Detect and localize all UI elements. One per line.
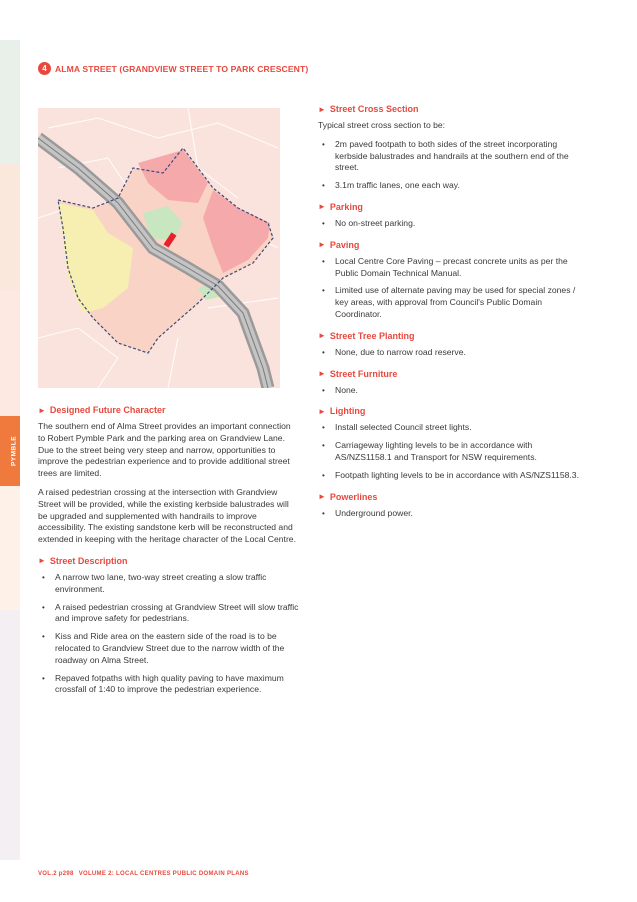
tree-planting-list (318, 347, 583, 359)
play-arrow-icon: ► (38, 405, 46, 415)
lighting-heading: ► Lighting (318, 406, 366, 417)
tree-planting-heading: ► Street Tree Planting (318, 330, 415, 341)
list-item: • None, due to narrow road reserve. (318, 347, 583, 359)
cross-section-intro: Typical street cross section to be: (318, 120, 446, 130)
side-tab-6[interactable] (0, 610, 20, 860)
tree-planting-section (318, 331, 583, 359)
street-furniture-heading: ► Street Furniture (318, 368, 398, 379)
paragraph: The southern end of Alma Street provides an important connection to Robert Pymble Park and the parking area on Grandview Lane. Due to the street being very steep and narrow, opportunities to improve the pedestrian experience and to provide additional street trees are limited. (38, 421, 291, 479)
side-tab-2[interactable] (0, 164, 20, 290)
play-arrow-icon: ► (318, 202, 326, 212)
play-arrow-icon: ► (318, 331, 326, 341)
play-arrow-icon: ► (38, 556, 46, 566)
page-header (38, 62, 308, 75)
side-tab-1[interactable] (0, 40, 20, 164)
map-graphic (38, 108, 280, 388)
location-map (38, 108, 280, 388)
side-tab-3[interactable] (0, 290, 20, 416)
parking-list (318, 218, 583, 230)
list-item: • A narrow two lane, two-way street creating a slow traffic environment. (38, 572, 300, 596)
play-arrow-icon: ► (318, 240, 326, 250)
right-column (318, 104, 583, 529)
volume-title: VOLUME 2: LOCAL CENTRES PUBLIC DOMAIN PLANS (78, 871, 249, 877)
cross-section-heading: ► Street Cross Section (318, 104, 419, 114)
side-navigation-tabs (0, 40, 20, 860)
list-item: • Install selected Council street lights. (318, 422, 583, 434)
designed-future-character-section (38, 405, 300, 546)
play-arrow-icon: ► (318, 369, 326, 379)
play-arrow-icon: ► (318, 406, 326, 416)
paving-section (318, 240, 583, 321)
designed-future-character-heading: ► Designed Future Character (38, 405, 166, 415)
side-tab-label: PYMBLE (10, 435, 18, 467)
street-description-heading: ► Street Description (38, 555, 128, 566)
parking-heading: ► Parking (318, 201, 363, 212)
list-item: • Carriageway lighting levels to be in accordance with AS/NZS1158.1 and Transport for NSW requirements. (318, 440, 583, 464)
page-title: ALMA STREET (GRANDVIEW STREET TO PARK CRESCENT) (55, 63, 309, 74)
parking-section (318, 202, 583, 230)
list-item: • Limited use of alternate paving may be used for special zones / key areas, with approval from Council's Public Domain Coordinator. (318, 285, 583, 320)
list-item: • None. (318, 385, 583, 397)
paving-list (318, 256, 583, 321)
paragraph: A raised pedestrian crossing at the intersection with Grandview Street will be provided, while the existing kerbside balustrades will be upgraded and supplemented with handrails to improve accessibility. The existing sandstone kerb will be reconstructed and extended in keeping with the heritage character of the Local Centre. (38, 486, 296, 545)
list-item: • Kiss and Ride area on the eastern side of the road is to be relocated to Grandview Street due to the narrow width of the roadway on Alma Street. (38, 631, 300, 666)
cross-section-section (318, 104, 583, 192)
lighting-list (318, 422, 583, 481)
page-number: VOL.2 p298 (38, 871, 74, 877)
street-description-section (38, 556, 300, 696)
powerlines-section (318, 492, 583, 520)
list-item: • Underground power. (318, 508, 583, 520)
side-tab-pymble[interactable] (0, 416, 20, 486)
list-item: • Local Centre Core Paving – precast concrete units as per the Public Domain Technical Manual. (318, 256, 583, 280)
play-arrow-icon: ► (318, 492, 326, 502)
left-column (38, 405, 300, 706)
lighting-section (318, 406, 583, 481)
list-item: • Repaved fotpaths with high quality paving to have maximum crossfall of 1:40 to improve the pedestrian experience. (38, 673, 300, 697)
section-number-badge: 4 (38, 62, 51, 75)
list-item: • Footpath lighting levels to be in accordance with AS/NZS1158.3. (318, 470, 583, 482)
powerlines-heading: ► Powerlines (318, 491, 378, 502)
paving-heading: ► Paving (318, 239, 360, 250)
street-furniture-section (318, 369, 583, 397)
street-furniture-list (318, 385, 583, 397)
page-footer (38, 871, 254, 877)
list-item: • 3.1m traffic lanes, one each way. (318, 180, 583, 192)
cross-section-list (318, 139, 583, 192)
list-item: • 2m paved footpath to both sides of the street incorporating kerbside balustrades and handrails at the southern end of the street. (318, 139, 583, 174)
street-description-list (38, 572, 300, 696)
play-arrow-icon: ► (318, 104, 326, 114)
list-item: • No on-street parking. (318, 218, 583, 230)
powerlines-list (318, 508, 583, 520)
side-tab-5[interactable] (0, 486, 20, 610)
list-item: • A raised pedestrian crossing at Grandview Street will slow traffic and improve safety for pedestrians. (38, 602, 300, 626)
